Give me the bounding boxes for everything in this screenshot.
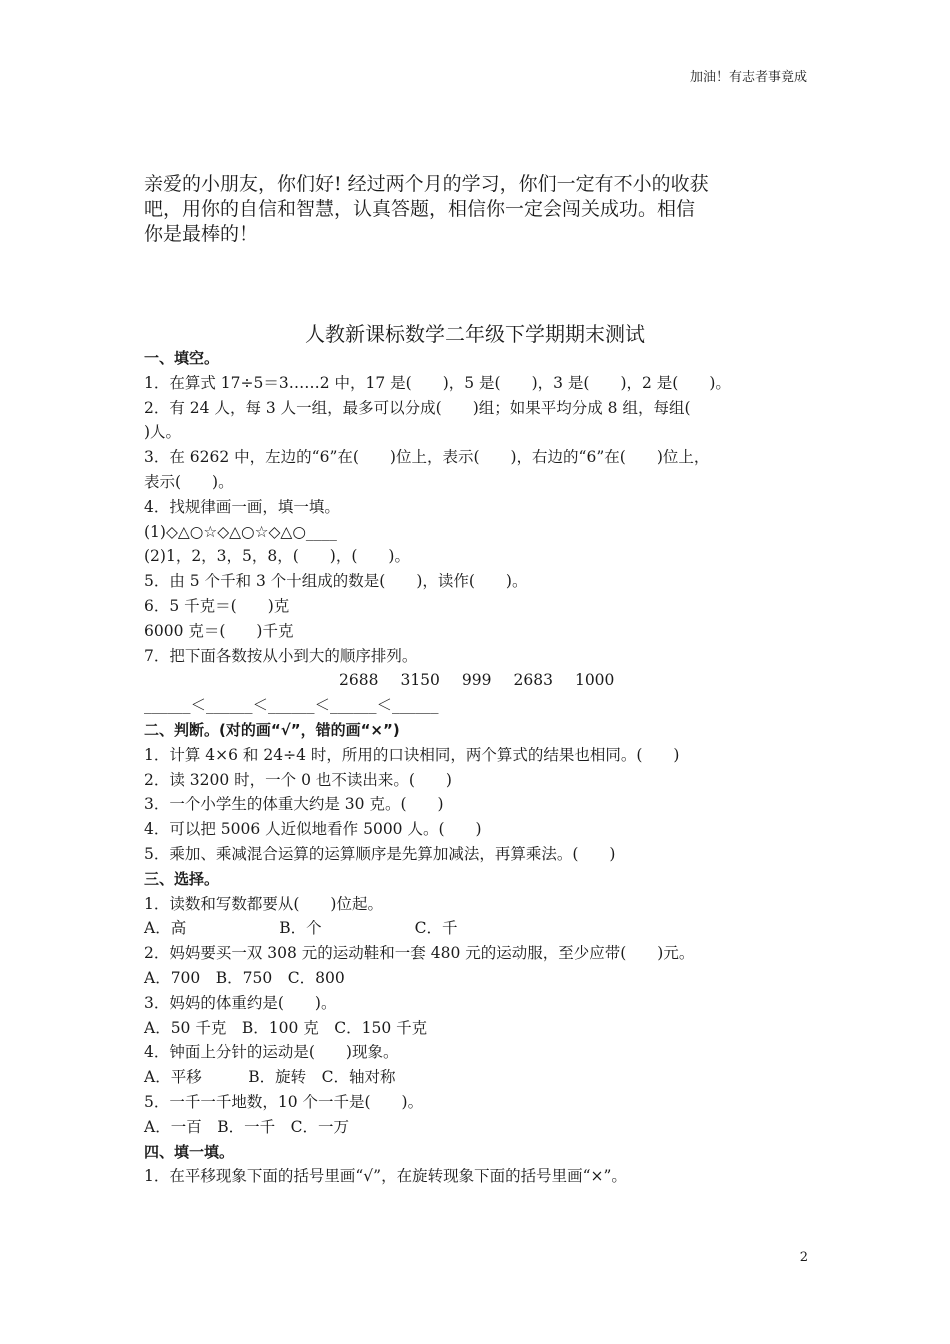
question-line: 6．5 千克＝( )克 — [144, 596, 290, 615]
section-heading: 一、填空。 — [144, 349, 220, 367]
exam-content — [144, 346, 824, 1189]
number-item: 3150 — [400, 671, 440, 690]
question-line: 1．在算式 17÷5＝3……2 中，17 是( )，5 是( )，3 是( )，2 是( )。 — [144, 373, 731, 392]
page-title: 人教新课标数学二年级下学期期末测试 — [305, 322, 645, 346]
intro-paragraph — [144, 172, 814, 247]
question-line: A．700 B．750 C．800 — [144, 968, 345, 987]
question-line: 5．一千一千地数，10 个一千是( )。 — [144, 1092, 424, 1111]
question-line: A．50 千克 B．100 克 C．150 千克 — [144, 1018, 428, 1037]
question-line: 表示( )。 — [144, 472, 234, 491]
section-heading: 二、判断。(对的画“√”，错的画“×”) — [144, 720, 400, 739]
question-line: 4．可以把 5006 人近似地看作 5000 人。( ) — [144, 820, 482, 839]
intro-line: 亲爱的小朋友，你们好! 经过两个月的学习，你们一定有不小的收获 — [144, 173, 709, 195]
page-number: 2 — [799, 1250, 808, 1265]
number-item: 1000 — [574, 671, 615, 690]
question-line: A．平移 B．旋转 C．轴对称 — [144, 1068, 396, 1087]
question-line: 2．读 3200 时，一个 0 也不读出来。( ) — [144, 770, 452, 789]
question-line: A．一百 B．一千 C．一万 — [144, 1117, 349, 1136]
number-item: 2683 — [513, 671, 553, 690]
intro-line: 吧，用你的自信和智慧，认真答题，相信你一定会闯关成功。相信 — [144, 198, 696, 220]
numbers-to-sort — [144, 668, 824, 693]
question-line: 4．找规律画一画，填一填。 — [144, 497, 340, 516]
question-line: 5．乘加、乘减混合运算的运算顺序是先算加减法，再算乘法。( ) — [144, 844, 616, 863]
question-line: (1)◇△○☆◇△○☆◇△○____ — [144, 522, 337, 541]
question-line: 6000 克＝( )千克 — [144, 621, 294, 640]
question-line: 7．把下面各数按从小到大的顺序排列。 — [144, 646, 418, 665]
intro-line: 你是最棒的！ — [144, 223, 259, 245]
question-line: (2)1，2，3，5，8，( )，( )。 — [144, 547, 410, 566]
question-line: 2．妈妈要买一双 308 元的运动鞋和一套 480 元的运动服，至少应带( )元。 — [144, 944, 695, 963]
section-heading: 三、选择。 — [144, 869, 220, 888]
question-line: ______＜______＜______＜______＜______ — [144, 696, 439, 715]
question-line: 1．计算 4×6 和 24÷4 时，所用的口诀相同，两个算式的结果也相同。( ) — [144, 745, 680, 764]
question-line: 1．读数和写数都要从( )位起。 — [144, 894, 383, 913]
number-item: 2688 — [339, 671, 379, 690]
question-line: 2．有 24 人，每 3 人一组，最多可以分成( )组；如果平均分成 8 组，每组( — [144, 398, 691, 417]
question-line: 5．由 5 个千和 3 个十组成的数是( )，读作( )。 — [144, 572, 528, 591]
section-heading: 四、填一填。 — [144, 1142, 235, 1161]
question-line: 3．妈妈的体重约是( )。 — [144, 993, 337, 1012]
question-line: )人。 — [144, 423, 182, 442]
header-note: 加油！有志者事竟成 — [689, 70, 807, 85]
question-line: 4．钟面上分针的运动是( )现象。 — [144, 1043, 399, 1062]
question-line: 1．在平移现象下面的括号里画“√”，在旋转现象下面的括号里画“×”。 — [144, 1167, 627, 1186]
question-line: 3．一个小学生的体重大约是 30 克。( ) — [144, 795, 444, 814]
question-line: A．高 B．个 C．千 — [144, 919, 458, 938]
question-line: 3．在 6262 中，左边的“6”在( )位上，表示( )，右边的“6”在( )位上， — [144, 448, 710, 467]
number-item: 999 — [461, 671, 492, 690]
